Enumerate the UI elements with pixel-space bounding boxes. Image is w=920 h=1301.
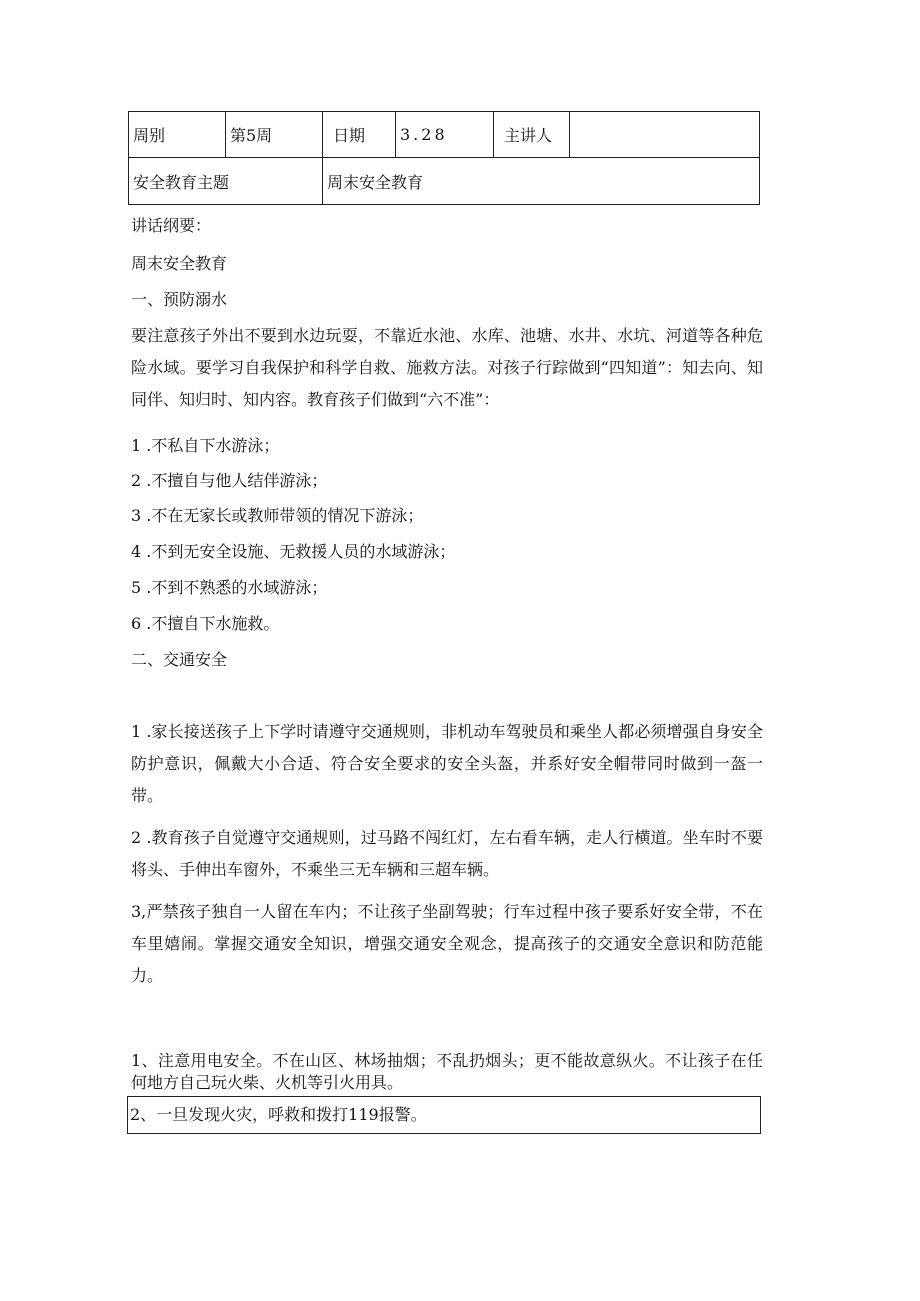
list-item: 6 .不擅自下水施救。 bbox=[131, 614, 280, 633]
doc-title: 周末安全教育 bbox=[131, 254, 228, 273]
section1-heading: 一、预防溺水 bbox=[131, 290, 228, 309]
list-item: 2 .不擅自与他人结伴游泳； bbox=[131, 471, 328, 490]
section2-heading: 二、交通安全 bbox=[131, 650, 228, 669]
section3-paragraph-1: 1、注意用电安全。不在山区、林场抽烟；不乱扔烟头；更不能故意纵火。不让孩子在任何地方自己玩火柴、火机等引火用具。 bbox=[131, 1051, 763, 1092]
section2-paragraph-3: 3,严禁孩子独自一人留在车内；不让孩子坐副驾驶；行车过程中孩子要系好安全带，不在车里嬉闹。掌握交通安全知识，增强交通安全观念，提高孩子的交通安全意识和防范能力。 bbox=[131, 902, 763, 985]
speaker-label: 主讲人 bbox=[494, 112, 570, 158]
info-row-topic bbox=[129, 158, 760, 205]
info-row-week bbox=[129, 112, 760, 158]
list-item: 5 .不到不熟悉的水域游泳； bbox=[131, 578, 328, 597]
date-value: 3.28 bbox=[396, 112, 494, 158]
section1-intro: 要注意孩子外出不要到水边玩耍，不靠近水池、水库、池塘、水井、水坑、河道等各种危险水域。要学习自我保护和科学自救、施救方法。对孩子行踪做到“四知道”：知去向、知同伴、知归时、知内容。教育孩子们做到“六不准”： bbox=[131, 326, 763, 409]
section3-boxed-paragraph-2: 2、一旦发现火灾，呼救和拨打119报警。 bbox=[127, 1096, 761, 1134]
section2-paragraph-2: 2 .教育孩子自觉遵守交通规则，过马路不闯红灯，左右看车辆，走人行横道。坐车时不要将头、手伸出车窗外，不乘坐三无车辆和三超车辆。 bbox=[131, 828, 763, 879]
list-item: 1 .不私自下水游泳； bbox=[131, 436, 280, 455]
speaker-value bbox=[570, 112, 760, 158]
header-info-table bbox=[128, 111, 760, 205]
list-item: 3 .不在无家长或教师带领的情况下游泳； bbox=[131, 506, 424, 525]
topic-value: 周末安全教育 bbox=[323, 158, 760, 205]
outline-label: 讲话纲要： bbox=[131, 216, 212, 235]
date-label: 日期 bbox=[323, 112, 396, 158]
week-label: 周别 bbox=[129, 112, 226, 158]
week-value: 第5周 bbox=[226, 112, 323, 158]
topic-label: 安全教育主题 bbox=[129, 158, 323, 205]
section2-paragraph-1: 1 .家长接送孩子上下学时请遵守交通规则，非机动车驾驶员和乘坐人都必须增强自身安全防护意识，佩戴大小合适、符合安全要求的安全头盔，并系好安全帽带同时做到一盔一带。 bbox=[131, 722, 763, 805]
list-item: 4 .不到无安全设施、无救援人员的水域游泳； bbox=[131, 542, 456, 561]
